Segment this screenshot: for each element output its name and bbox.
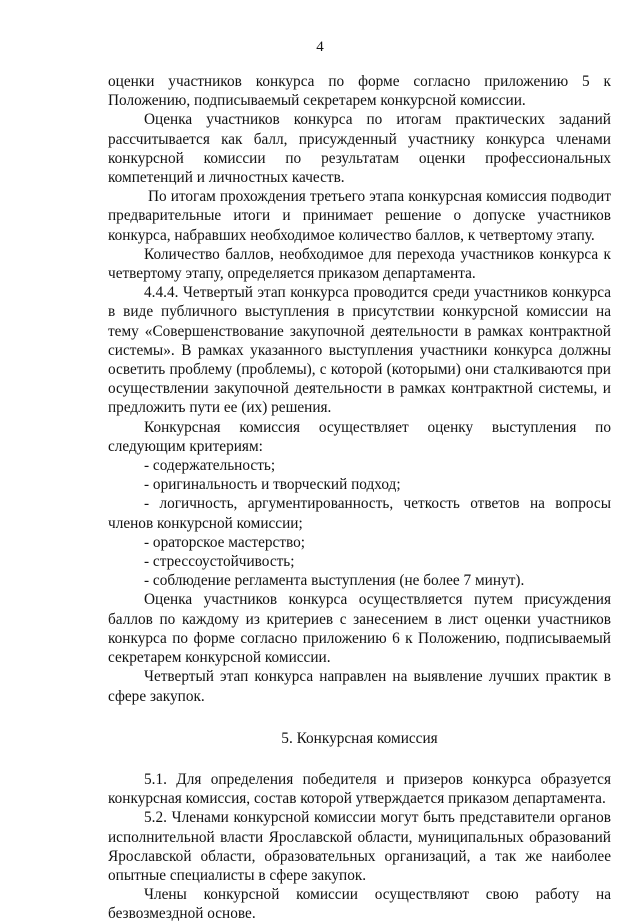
criteria-item: - содержательность;: [144, 457, 276, 475]
section-heading: 5. Конкурсная комиссия: [281, 729, 438, 747]
criteria-item: - оригинальность и творческий подход;: [144, 476, 401, 494]
paragraph: Оценка участников конкурса осуществляется путем присуждения баллов по каждому из критериев с занесением в лист оценки участников конкурса по форме согласно приложению 6 к Положению, подписываемый секретарем конкурсной комиссии.: [108, 591, 611, 667]
paragraph: Количество баллов, необходимое для перехода участников конкурса к четвертому этапу, определяется приказом департамента.: [108, 245, 611, 283]
paragraph-continuation: оценки участников конкурса по форме согласно приложению 5 к Положению, подписываемый секретарем конкурсной комиссии.: [108, 73, 611, 110]
paragraph: Оценка участников конкурса по итогам практических заданий рассчитывается как балл, присужденный участнику конкурса членами конкурсной комиссии по результатам оценки профессиональных компетенций и личностных качеств.: [108, 111, 611, 187]
paragraph: 4.4.4. Четвертый этап конкурса проводится среди участников конкурса в виде публичного выступления в присутствии конкурсной комиссии на тему «Совершенствование закупочной деятельности в рамках контрактной системы». В рамках указанного выступления участники конкурса должны осветить проблему (проблемы), с которой (которыми) они сталкиваются при осуществлении закупочной деятельности в рамках контрактной системы, и предложить пути ее (их) решения.: [108, 284, 611, 417]
page-number: 4: [316, 39, 324, 55]
paragraph: Четвертый этап конкурса направлен на выявление лучших практик в сфере закупок.: [108, 668, 611, 705]
criteria-item: - логичность, аргументированность, четкость ответов на вопросы членов конкурсной комиссии;: [108, 495, 611, 532]
paragraph: 5.1. Для определения победителя и призеров конкурса образуется конкурсная комиссия, состав которой утверждается приказом департамента.: [108, 770, 611, 808]
criteria-item: - стрессоустойчивость;: [144, 553, 295, 571]
paragraph: Конкурсная комиссия осуществляет оценку выступления по следующим критериям:: [108, 418, 611, 455]
paragraph: Члены конкурсной комиссии осуществляют свою работу на безвозмездной основе.: [108, 886, 611, 923]
criteria-item: - соблюдение регламента выступления (не более 7 минут).: [144, 572, 525, 590]
paragraph: По итогам прохождения третьего этапа конкурсная комиссия подводит предварительные итоги и принимает решение о допуске участников конкурса, набравших необходимое количество баллов, к четвертому этапу.: [108, 188, 611, 244]
criteria-item: - ораторское мастерство;: [144, 533, 306, 551]
document-body: [108, 72, 611, 924]
paragraph: 5.2. Членами конкурсной комиссии могут быть представители органов исполнительной власти Ярославской области, муниципальных образований Ярославской области, образовательных организаций, а так же наиболее опытные специалисты в сфере закупок.: [108, 809, 611, 884]
